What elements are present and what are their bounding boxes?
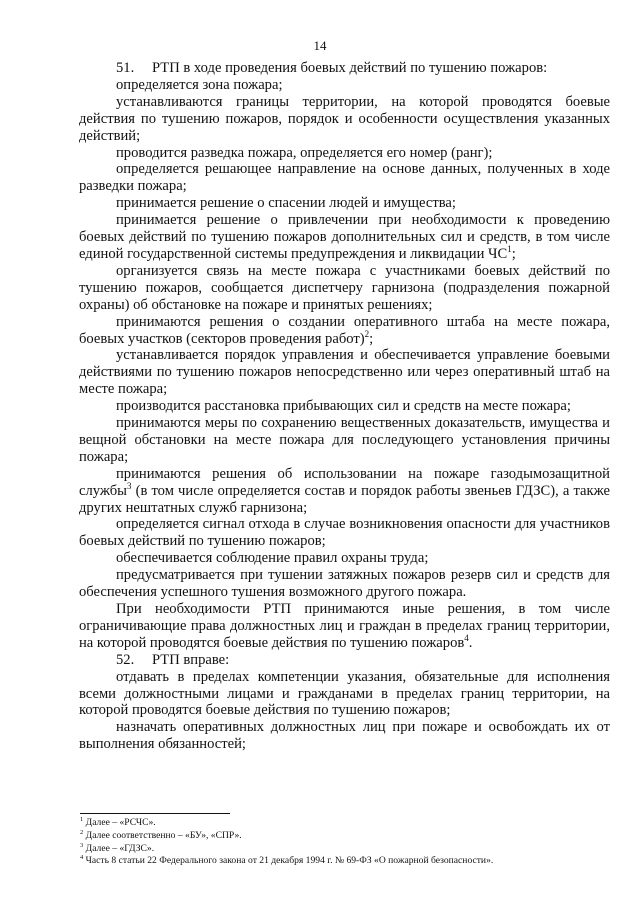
footnote: $^4$ Часть 8 статьи 22 Федерального закона от 21 декабря 1994 г. № 69-ФЗ «О пожарной безопасности». bbox=[80, 854, 494, 867]
item-51-subitem: обеспечивается соблюдение правил охраны труда; bbox=[116, 550, 429, 567]
item-52-subitem: назначать оперативных должностных лиц при пожаре и освобождать их от выполнения обязанностей; bbox=[79, 719, 610, 753]
item-52-heading bbox=[79, 652, 610, 669]
item-51-subitem: определяется решающее направление на основе данных, полученных в ходе разведки пожара; bbox=[79, 161, 610, 195]
item-51-number: 51. bbox=[116, 60, 135, 76]
footnote-ref: 2 bbox=[364, 328, 370, 339]
item-51-closing: При необходимости РТП принимаются иные решения, в том числе ограничивающие права должностных лиц и граждан в пределах границ территории, на которой проводятся боевые действия по тушению пожаров$^4$. bbox=[79, 601, 610, 651]
footnote-ref: 4 bbox=[464, 632, 469, 643]
item-52-subitem: отдавать в пределах компетенции указания, обязательные для исполнения всеми должностными лицами и гражданами в пределах границ территории, на которой проводятся боевые действия по тушению пожаров; bbox=[79, 668, 610, 719]
item-51-subitem: организуется связь на месте пожара с участниками боевых действий по тушению пожаров, сообщается диспетчеру гарнизона (подразделения пожарной охраны) об обстановке на пожаре и принятых решениях; bbox=[79, 262, 610, 313]
item-51-subitem: принимается решение о привлечении при необходимости к проведению боевых действий по тушению пожаров дополнительных сил и средств, в том числе единой государственной системы предупреждения и ликвидации $ЧС^1$; bbox=[79, 212, 610, 262]
item-51-subitem: устанавливается порядок управления и обеспечивается управление боевыми действиями по тушению пожаров непосредственно или через оперативный штаб на месте пожара; bbox=[79, 347, 610, 398]
item-51-subitem: проводится разведка пожара, определяется его номер (ранг); bbox=[116, 144, 493, 161]
item-51-subitem: предусматривается при тушении затяжных пожаров резерв сил и средств для обеспечения успешного тушения возможного другого пожара. bbox=[79, 567, 610, 601]
item-51-subitem: устанавливаются границы территории, на которой проводятся боевые действия по тушению пожаров, порядок и особенности осуществления указанных действий; bbox=[79, 93, 610, 144]
footnote-ref: 3 bbox=[127, 480, 132, 491]
item-51-subitem: определяется зона пожара; bbox=[116, 76, 283, 93]
document-body bbox=[79, 60, 610, 753]
item-51-subitem: определяется сигнал отхода в случае возникновения опасности для участников боевых действий по тушению пожаров; bbox=[79, 516, 610, 550]
item-51-lead: РТП в ходе проведения боевых действий по тушению пожаров: bbox=[152, 60, 548, 76]
page-number: 14 bbox=[313, 38, 327, 53]
item-51-subitem: принимается решение о спасении людей и имущества; bbox=[116, 195, 456, 212]
footnote: $^1$ Далее – «РСЧС». bbox=[80, 816, 156, 828]
footnote-divider bbox=[80, 813, 230, 814]
footnote: $^3$ Далее – «ГДЗС». bbox=[80, 841, 155, 854]
item-51-subitem: принимаются решения о создании оперативного штаба на месте пожара, боевых участков (секторов проведения работ)$^2$; bbox=[79, 313, 610, 347]
item-51-subitem: принимаются меры по сохранению вещественных доказательств, имущества и вещной обстановки на месте пожара для последующего установления причины пожара; bbox=[79, 415, 610, 465]
item-51-subitem: принимаются решения об использовании на пожаре газодымозащитной службы$^3$ (в том числе определяется состав и порядок работы звеньев ГДЗС), а также других нештатных служб гарнизона; bbox=[79, 465, 610, 516]
footnote: $^2$ Далее соответственно – «БУ», «СПР». bbox=[80, 828, 242, 841]
footnote-ref: 1 bbox=[507, 243, 512, 254]
item-52-number: 52. bbox=[116, 651, 135, 668]
item-51-heading bbox=[79, 60, 610, 77]
item-51-subitem: производится расстановка прибывающих сил и средств на месте пожара; bbox=[116, 398, 571, 415]
item-52-lead: РТП вправе: bbox=[152, 651, 230, 668]
footnotes bbox=[80, 817, 600, 868]
